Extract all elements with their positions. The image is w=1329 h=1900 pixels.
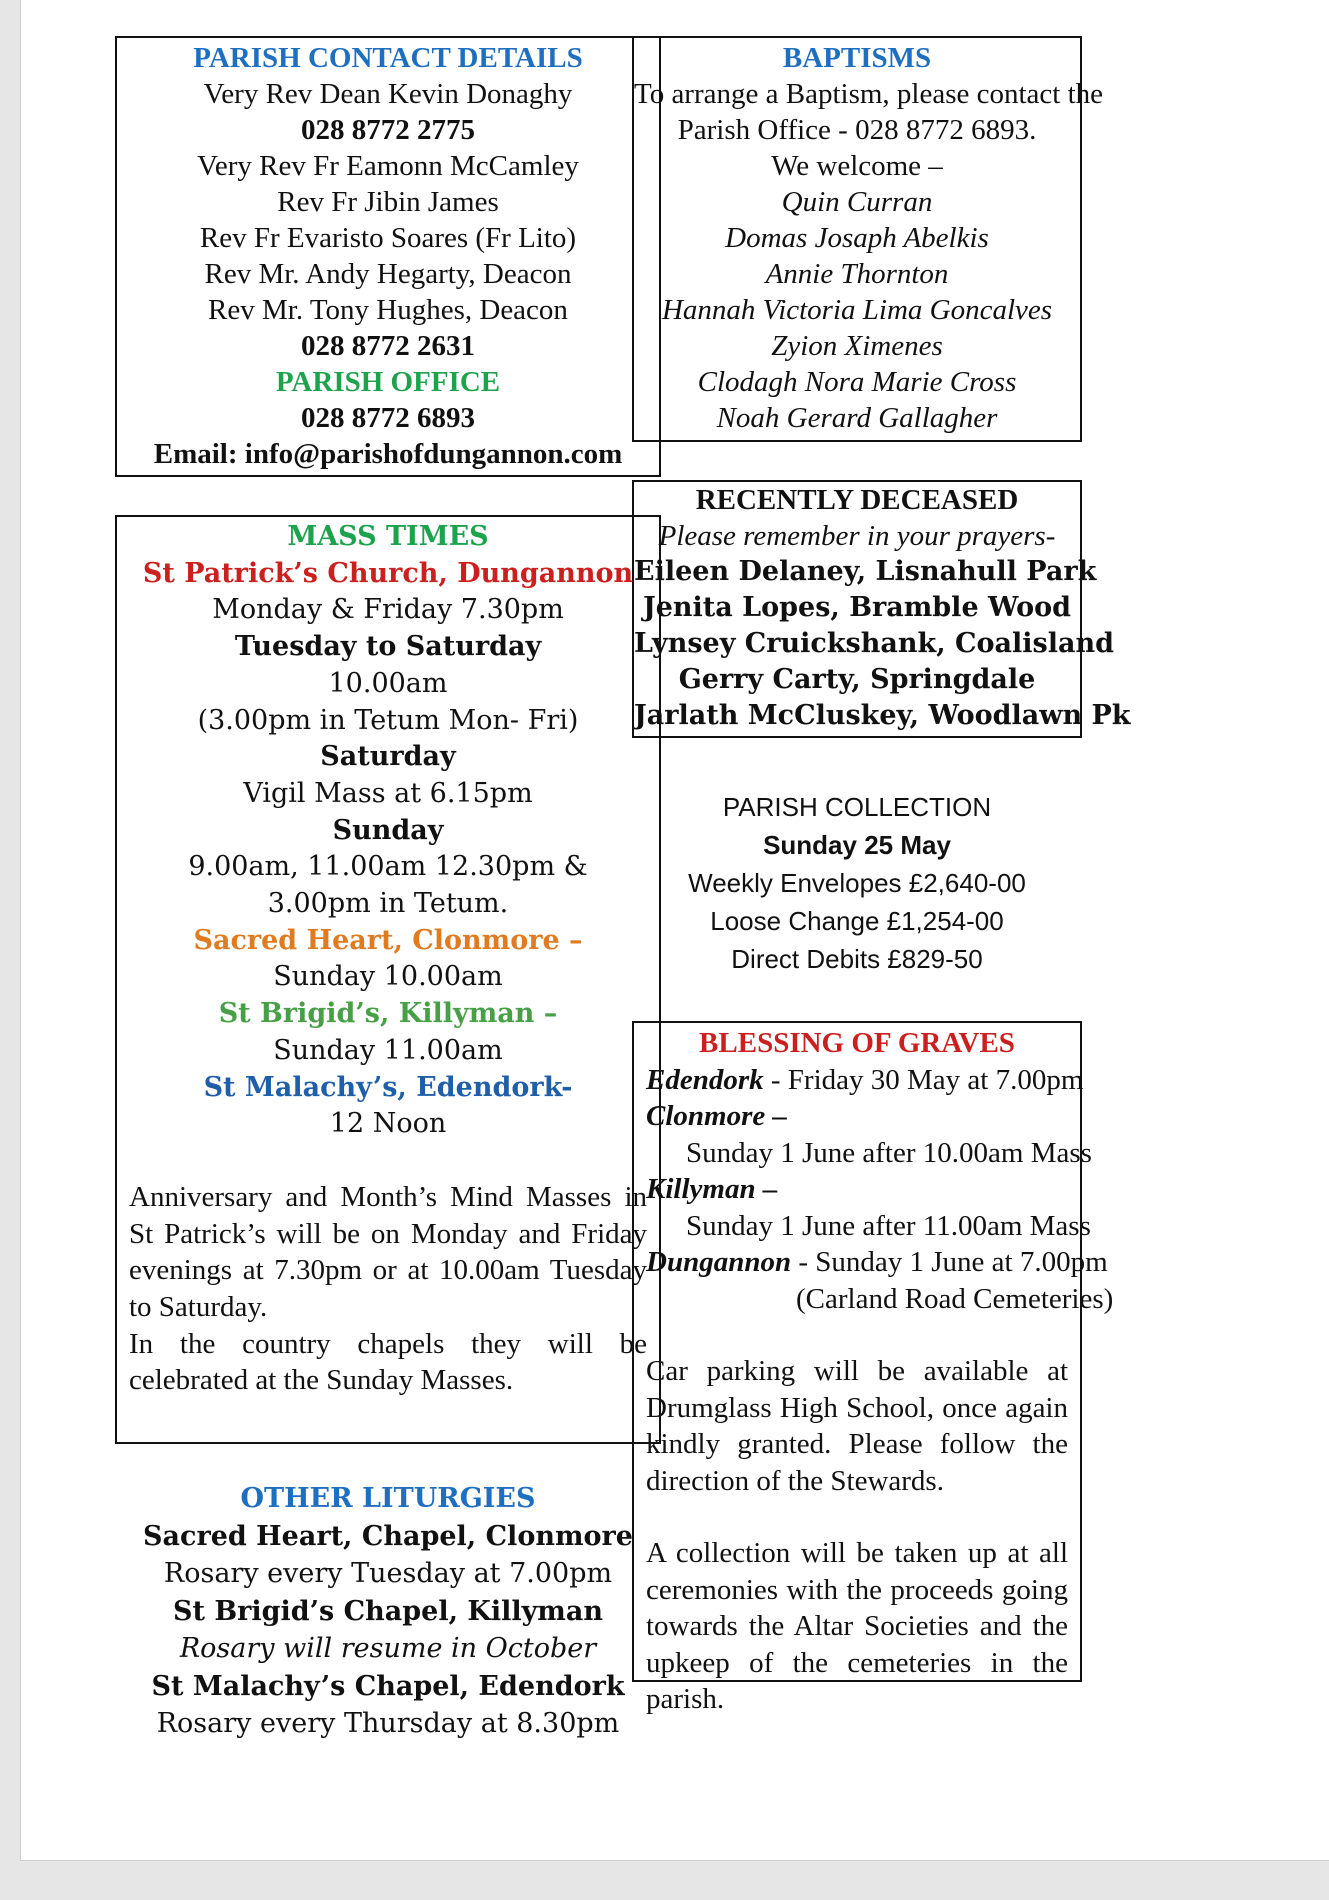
mass-line: Monday & Friday 7.30pm <box>212 594 564 626</box>
email-address: Email: info@parishofdungannon.com <box>153 438 623 470</box>
church-st-patricks: St Patrick’s Church, Dungannon <box>142 557 634 589</box>
deceased-name: Lynsey Cruickshank, Coalisland <box>634 628 1114 659</box>
graves-time: - Friday 30 May at 7.00pm <box>763 1063 1084 1096</box>
graves-sub: (Carland Road Cemeteries) <box>796 1282 1114 1315</box>
baptism-name: Annie Thornton <box>765 258 949 290</box>
collection-envelopes: Weekly Envelopes £2,640-00 <box>688 868 1026 898</box>
deceased-title: RECENTLY DECEASED <box>695 484 1019 516</box>
baptism-name: Noah Gerard Gallagher <box>716 402 998 434</box>
anniversary-paragraph: Anniversary and Month’s Mind Masses in St Patrick’s will be on Monday and Friday evenings at 7.30pm or at 10.00am Tuesday to Saturday. <box>129 1180 647 1324</box>
mass-line: Sunday 10.00am <box>273 961 503 993</box>
graves-box <box>632 1021 1114 1715</box>
graves-place: Dungannon <box>646 1246 792 1278</box>
deceased-name: Jenita Lopes, Bramble Wood <box>642 592 1072 623</box>
mass-times-box <box>115 515 661 1444</box>
mass-line: Tuesday to Saturday <box>234 631 542 663</box>
liturgies-title: OTHER LITURGIES <box>240 1483 536 1514</box>
mass-line: 10.00am <box>328 667 448 699</box>
baptism-name: Hannah Victoria Lima Goncalves <box>661 294 1053 326</box>
baptisms-box <box>632 36 1104 442</box>
liturgy-chapel: St Brigid’s Chapel, Killyman <box>172 1595 604 1627</box>
phone-2: 028 8772 2631 <box>301 330 475 362</box>
mass-line: Saturday <box>320 741 456 773</box>
collection-date: Sunday 25 May <box>763 830 951 860</box>
baptisms-line-2: Parish Office - 028 8772 6893. <box>677 114 1037 146</box>
deceased-name: Jarlath McCluskey, Woodlawn Pk <box>634 700 1131 731</box>
graves-time: Sunday 1 June after 10.00am Mass <box>686 1136 1092 1169</box>
deceased-intro: Please remember in your prayers- <box>658 520 1056 552</box>
collection-paragraph: A collection will be taken up at all ceremonies with the proceeds going towards the Altar Societies and the upkeep of the cemeteries in the parish. <box>646 1537 1068 1715</box>
newsletter-page <box>20 0 1329 1861</box>
collection-direct-debits: Direct Debits £829-50 <box>731 944 983 974</box>
clergy-6: Rev Mr. Tony Hughes, Deacon <box>208 294 568 326</box>
office-phone: 028 8772 6893 <box>301 402 475 434</box>
office-title: PARISH OFFICE <box>275 366 501 398</box>
liturgy-chapel: St Malachy’s Chapel, Edendork <box>151 1670 625 1702</box>
deceased-name: Eileen Delaney, Lisnahull Park <box>634 556 1097 587</box>
liturgy-time: Rosary every Tuesday at 7.00pm <box>163 1558 613 1589</box>
liturgy-chapel: Sacred Heart, Chapel, Clonmore <box>143 1520 633 1552</box>
mass-line: Vigil Mass at 6.15pm <box>243 777 533 809</box>
collection-section <box>632 788 1082 978</box>
phone-1: 028 8772 2775 <box>301 114 475 146</box>
graves-time: - Sunday 1 June at 7.00pm <box>791 1246 1108 1278</box>
contact-box <box>115 36 661 477</box>
other-liturgies-section <box>115 1480 661 1743</box>
baptisms-welcome: We welcome – <box>771 150 943 182</box>
clergy-4: Rev Fr Evaristo Soares (Fr Lito) <box>199 222 577 254</box>
clergy-1: Very Rev Dean Kevin Donaghy <box>203 78 573 110</box>
baptism-name: Domas Josaph Abelkis <box>725 222 989 254</box>
church-st-brigids: St Brigid’s, Killyman – <box>218 998 558 1030</box>
graves-title: BLESSING OF GRAVES <box>699 1027 1015 1059</box>
mass-line: 3.00pm in Tetum. <box>267 888 509 920</box>
collection-title: PARISH COLLECTION <box>722 792 992 822</box>
baptism-name: Clodagh Nora Marie Cross <box>697 366 1017 398</box>
graves-dungannon <box>646 1244 1108 1281</box>
deceased-box <box>632 480 1131 738</box>
clergy-5: Rev Mr. Andy Hegarty, Deacon <box>204 258 572 290</box>
graves-edendork <box>646 1062 1084 1099</box>
graves-time: Sunday 1 June after 11.00am Mass <box>686 1209 1091 1242</box>
graves-place: Clonmore – <box>646 1100 787 1132</box>
collection-loose-change: Loose Change £1,254-00 <box>710 906 1004 936</box>
car-parking-paragraph: Car parking will be available at Drumglass High School, once again kindly granted. Please follow the direction of the Stewards. <box>646 1355 1068 1497</box>
baptism-name: Quin Curran <box>781 186 933 218</box>
liturgy-time: Rosary will resume in October <box>179 1633 597 1664</box>
mass-line: (3.00pm in Tetum Mon- Fri) <box>197 704 579 736</box>
deceased-name: Gerry Carty, Springdale <box>678 664 1036 695</box>
mass-line: Sunday 11.00am <box>273 1034 503 1066</box>
liturgy-time: Rosary every Thursday at 8.30pm <box>156 1708 620 1739</box>
graves-place: Edendork <box>646 1063 764 1096</box>
mass-line: 9.00am, 11.00am 12.30pm & <box>188 851 588 883</box>
church-st-malachys: St Malachy’s, Edendork- <box>203 1071 573 1103</box>
baptisms-line-1: To arrange a Baptism, please contact the <box>634 78 1104 110</box>
baptism-name: Zyion Ximenes <box>771 330 943 362</box>
country-chapels-paragraph: In the country chapels they will be celebrated at the Sunday Masses. <box>129 1327 647 1397</box>
mass-line: 12 Noon <box>329 1108 447 1140</box>
contact-title: PARISH CONTACT DETAILS <box>193 42 583 74</box>
church-sacred-heart: Sacred Heart, Clonmore – <box>193 924 583 956</box>
baptisms-title: BAPTISMS <box>782 42 932 74</box>
graves-place: Killyman – <box>646 1173 778 1205</box>
mass-line: Sunday <box>332 814 444 846</box>
clergy-2: Very Rev Fr Eamonn McCamley <box>197 150 579 182</box>
mass-times-title: MASS TIMES <box>287 521 489 552</box>
clergy-3: Rev Fr Jibin James <box>277 186 499 218</box>
